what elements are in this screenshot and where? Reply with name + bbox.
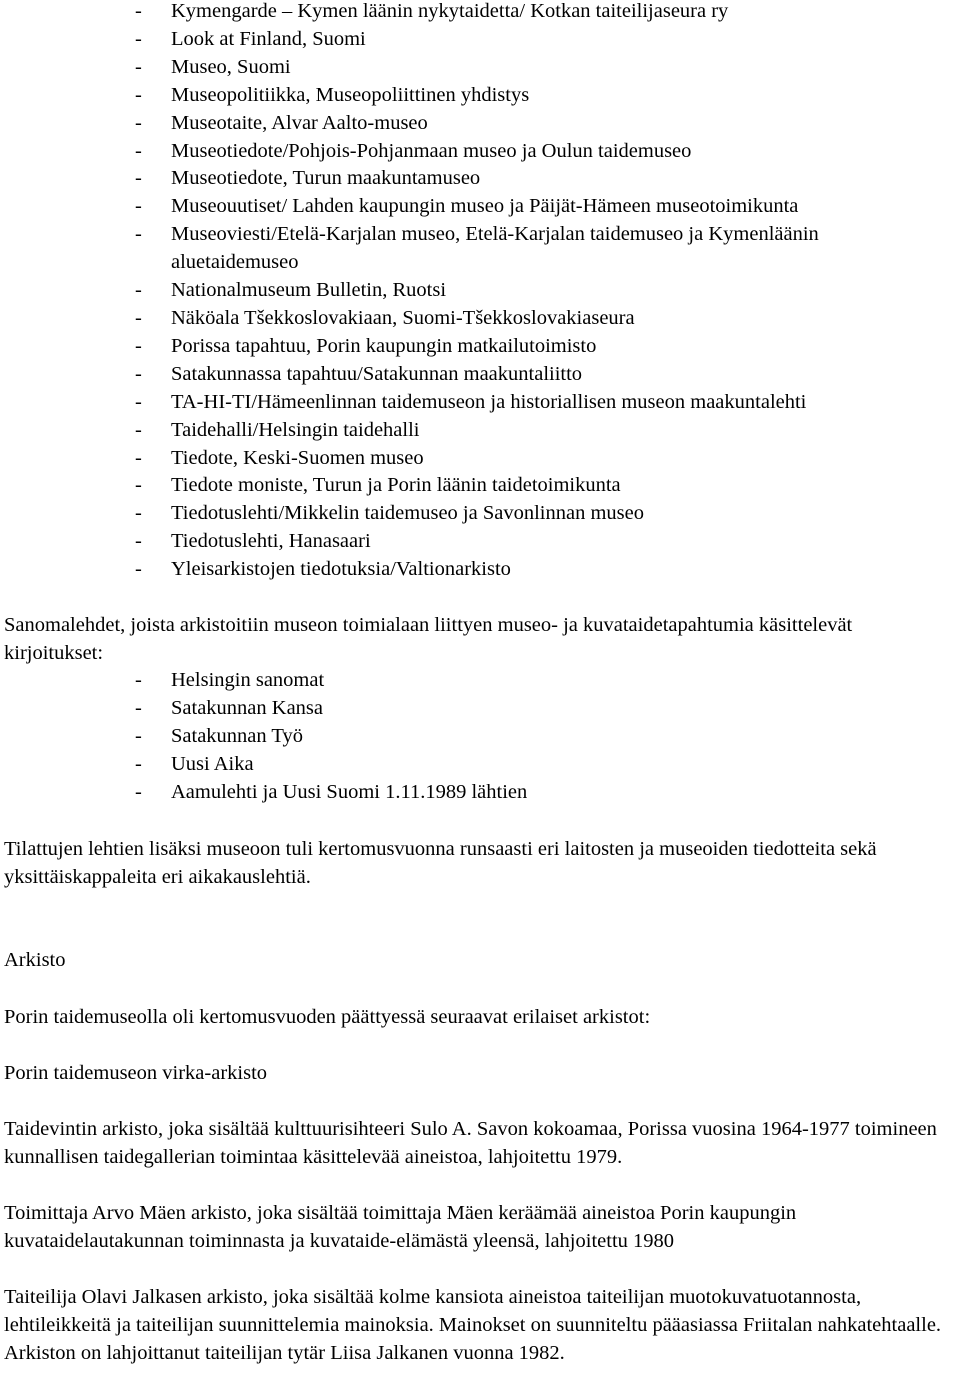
- list-item-text: Museotiedote, Turun maakuntamuseo: [171, 167, 481, 190]
- list-item: [0, 221, 960, 277]
- list-item: [0, 361, 960, 389]
- list-dash: -: [135, 558, 142, 581]
- list-item: [0, 110, 960, 138]
- list-item: [0, 528, 960, 556]
- list-item-text: Porissa tapahtuu, Porin kaupungin matkailutoimisto: [171, 334, 597, 357]
- list-item-text: Aamulehti ja Uusi Suomi 1.11.1989 lähtien: [171, 780, 528, 803]
- archive-jalkanen: Taiteilija Olavi Jalkasen arkisto, joka sisältää kolme kansiota aineistoa taiteilijan muotokuvatuotannosta, lehtileikkeitä ja taiteilijan suunnittelemia mainoksia. Mainokset on suunniteltu pääasiassa Friitalan nahkatehtaalle. Arkiston on lahjoittanut taiteilijan tytär Liisa Jalkanen vuonna 1982.: [4, 1286, 942, 1364]
- list-item-text: Näköala Tšekkoslovakiaan, Suomi-Tšekkoslovakiaseura: [171, 306, 635, 329]
- list-item-text: Tiedote moniste, Turun ja Porin läänin taidetoimikunta: [171, 474, 621, 497]
- list-dash: -: [135, 223, 142, 246]
- list-dash: -: [135, 502, 142, 525]
- newspapers-intro: Sanomalehdet, joista arkistoitiin museon toimialaan liittyen museo- ja kuvataidetapahtumia käsittelevät kirjoitukset:: [4, 614, 853, 664]
- list-item-text: Museopolitiikka, Museopoliittinen yhdistys: [171, 83, 530, 106]
- list-dash: -: [135, 167, 142, 190]
- list-item: [0, 165, 960, 193]
- list-item-text: Museoviesti/Etelä-Karjalan museo, Etelä-Karjalan taidemuseo ja Kymenläänin: [171, 223, 819, 246]
- archive-maki: Toimittaja Arvo Mäen arkisto, joka sisältää toimittaja Mäen keräämää aineistoa Porin kaupungin kuvataidelautakunnan toiminnasta ja kuvataide-elämästä yleensä, lahjoitettu 1980: [4, 1202, 797, 1252]
- list-item-continuation: aluetaidemuseo: [171, 251, 299, 274]
- list-item: [0, 556, 960, 584]
- list-item: [0, 277, 960, 305]
- list-item: [0, 695, 960, 723]
- list-item: [0, 751, 960, 779]
- list-item: [0, 138, 960, 166]
- list-item-text: Tiedote, Keski-Suomen museo: [171, 446, 424, 469]
- list-dash: -: [135, 696, 142, 719]
- list-dash: -: [135, 0, 142, 22]
- list-item-text: Museouutiset/ Lahden kaupungin museo ja Päijät-Hämeen museotoimikunta: [171, 195, 799, 218]
- list-item-text: TA-HI-TI/Hämeenlinnan taidemuseon ja historiallisen museon maakuntalehti: [171, 390, 807, 413]
- list-dash: -: [135, 111, 142, 134]
- list-item: [0, 333, 960, 361]
- list-item-text: Museo, Suomi: [171, 55, 291, 78]
- list-dash: -: [135, 27, 142, 50]
- newspaper-list: [0, 667, 960, 807]
- list-dash: -: [135, 446, 142, 469]
- list-dash: -: [135, 390, 142, 413]
- list-item: [0, 193, 960, 221]
- list-item-text: Tiedotuslehti/Mikkelin taidemuseo ja Savonlinnan museo: [171, 502, 644, 525]
- list-item: [0, 417, 960, 445]
- archive-virka: Porin taidemuseon virka-arkisto: [4, 1062, 268, 1084]
- list-item-text: Taidehalli/Helsingin taidehalli: [171, 418, 420, 441]
- list-dash: -: [135, 55, 142, 78]
- list-item: [0, 26, 960, 54]
- list-item-text: Kymengarde – Kymen läänin nykytaidetta/ Kotkan taiteilijaseura ry: [171, 0, 729, 22]
- list-item: [0, 667, 960, 695]
- list-item-text: Uusi Aika: [171, 752, 254, 775]
- list-item-text: Satakunnassa tapahtuu/Satakunnan maakuntaliitto: [171, 362, 583, 385]
- list-dash: -: [135, 334, 142, 357]
- list-dash: -: [135, 306, 142, 329]
- list-dash: -: [135, 195, 142, 218]
- list-dash: -: [135, 139, 142, 162]
- list-dash: -: [135, 83, 142, 106]
- list-item: [0, 305, 960, 333]
- list-dash: -: [135, 362, 142, 385]
- section-heading: Arkisto: [4, 949, 66, 971]
- list-item: [0, 445, 960, 473]
- list-dash: -: [135, 530, 142, 553]
- list-dash: -: [135, 418, 142, 441]
- list-item: [0, 0, 960, 26]
- bulletin-list: [0, 0, 960, 584]
- list-item: [0, 723, 960, 751]
- archive-taidevintti: Taidevintin arkisto, joka sisältää kulttuurisihteeri Sulo A. Savon kokoamaa, Porissa vuosina 1964-1977 toimineen kunnallisen taidegallerian toimintaa käsittelevää aineistoa, lahjoitettu 1979.: [4, 1118, 937, 1168]
- list-item-text: Tiedotuslehti, Hanasaari: [171, 530, 371, 553]
- subscribed-paragraph: Tilattujen lehtien lisäksi museoon tuli kertomusvuonna runsaasti eri laitosten ja museoiden tiedotteita sekä yksittäiskappaleita eri aikakauslehtiä.: [4, 838, 877, 888]
- list-item-text: Satakunnan Kansa: [171, 696, 323, 719]
- list-item-text: Nationalmuseum Bulletin, Ruotsi: [171, 279, 447, 302]
- list-item-text: Museotiedote/Pohjois-Pohjanmaan museo ja Oulun taidemuseo: [171, 139, 692, 162]
- list-dash: -: [135, 279, 142, 302]
- list-item-text: Helsingin sanomat: [171, 669, 325, 691]
- list-dash: -: [135, 474, 142, 497]
- list-dash: -: [135, 752, 142, 775]
- list-dash: -: [135, 669, 142, 691]
- list-item-text: Look at Finland, Suomi: [171, 27, 366, 50]
- list-dash: -: [135, 724, 142, 747]
- list-item-text: Yleisarkistojen tiedotuksia/Valtionarkisto: [171, 558, 511, 581]
- list-item: [0, 389, 960, 417]
- list-item: [0, 472, 960, 500]
- list-item: [0, 82, 960, 110]
- list-item: [0, 500, 960, 528]
- list-dash: -: [135, 780, 142, 803]
- list-item: [0, 779, 960, 807]
- list-item-text: Satakunnan Työ: [171, 724, 303, 747]
- archive-intro: Porin taidemuseolla oli kertomusvuoden päättyessä seuraavat erilaiset arkistot:: [4, 1006, 651, 1028]
- list-item-text: Museotaite, Alvar Aalto-museo: [171, 111, 428, 134]
- list-item: [0, 54, 960, 82]
